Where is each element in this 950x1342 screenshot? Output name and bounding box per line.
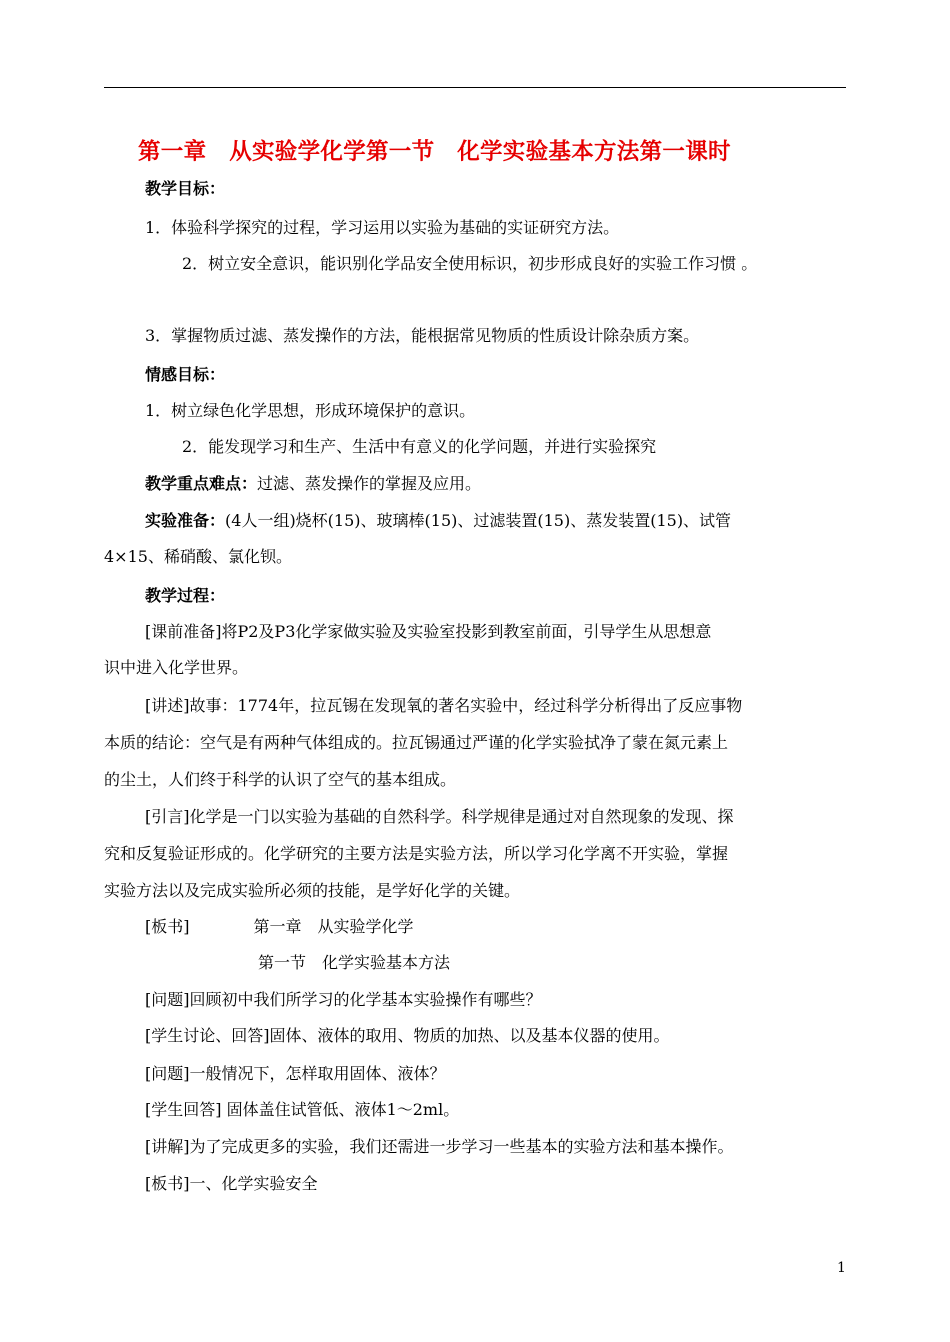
process-line: [问题]回顾初中我们所学习的化学基本实验操作有哪些？ [145, 990, 542, 1009]
page-number: 1 [837, 1260, 846, 1276]
process-heading: 教学过程： [145, 586, 226, 605]
process-line: [板书]一、化学实验安全 [145, 1174, 318, 1193]
teaching-goal-2: 2．树立安全意识，能识别化学品安全使用标识，初步形成良好的实验工作习惯 。 [182, 254, 758, 273]
process-line: [课前准备]将P2及P3化学家做实验及实验室投影到教室前面，引导学生从思想意 [145, 622, 712, 641]
process-line: 实验方法以及完成实验所必须的技能，是学好化学的关键。 [104, 881, 521, 900]
process-line: [讲述]故事：1774年，拉瓦锡在发现氧的著名实验中，经过科学分析得出了反应事物 [145, 696, 743, 715]
process-line: [引言]化学是一门以实验为基础的自然科学。科学规律是通过对自然现象的发现、探 [145, 807, 734, 826]
emotional-goal-1: 1．树立绿色化学思想，形成环境保护的意识。 [145, 401, 476, 420]
lab-prep-line-2: 4×15、稀硝酸、氯化钡。 [104, 547, 292, 566]
process-line: [学生回答] 固体盖住试管低、液体1～2ml。 [145, 1100, 460, 1119]
emotional-goals-heading: 情感目标： [145, 365, 226, 384]
process-line: 本质的结论：空气是有两种气体组成的。拉瓦锡通过严谨的化学实验拭净了蒙在氮元素上 [104, 733, 729, 752]
header-rule [104, 87, 846, 88]
emotional-goal-2: 2．能发现学习和生产、生活中有意义的化学问题，并进行实验探究 [182, 437, 657, 456]
lab-prep [145, 511, 731, 531]
process-line: [板书] 第一章 从实验学化学 [145, 917, 414, 936]
lab-prep-label: 实验准备： [145, 511, 226, 530]
key-points [145, 474, 481, 494]
document-title: 第一章 从实验学化学第一节 化学实验基本方法第一课时 [138, 139, 731, 165]
process-line: [讲解]为了完成更多的实验，我们还需进一步学习一些基本的实验方法和基本操作。 [145, 1137, 734, 1156]
process-line: 第一节 化学实验基本方法 [258, 953, 451, 972]
teaching-goal-3: 3．掌握物质过滤、蒸发操作的方法，能根据常见物质的性质设计除杂质方案。 [145, 326, 700, 345]
lab-prep-line-1: (4人一组)烧杯(15)、玻璃棒(15)、过滤装置(15)、蒸发装置(15)、试管 [225, 511, 732, 530]
process-line: [问题]一般情况下，怎样取用固体、液体？ [145, 1064, 446, 1083]
process-line: 究和反复验证形成的。化学研究的主要方法是实验方法，所以学习化学离不开实验，掌握 [104, 844, 729, 863]
key-points-label: 教学重点难点： [145, 474, 258, 493]
key-points-text: 过滤、蒸发操作的掌握及应用。 [257, 474, 482, 493]
process-line: 的尘土，人们终于科学的认识了空气的基本组成。 [104, 770, 457, 789]
process-line: [学生讨论、回答]固体、液体的取用、物质的加热、以及基本仪器的使用。 [145, 1026, 670, 1045]
teaching-goals-heading: 教学目标： [145, 179, 226, 198]
teaching-goal-1: 1．体验科学探究的过程，学习运用以实验为基础的实证研究方法。 [145, 218, 620, 237]
process-line: 识中进入化学世界。 [104, 658, 249, 677]
